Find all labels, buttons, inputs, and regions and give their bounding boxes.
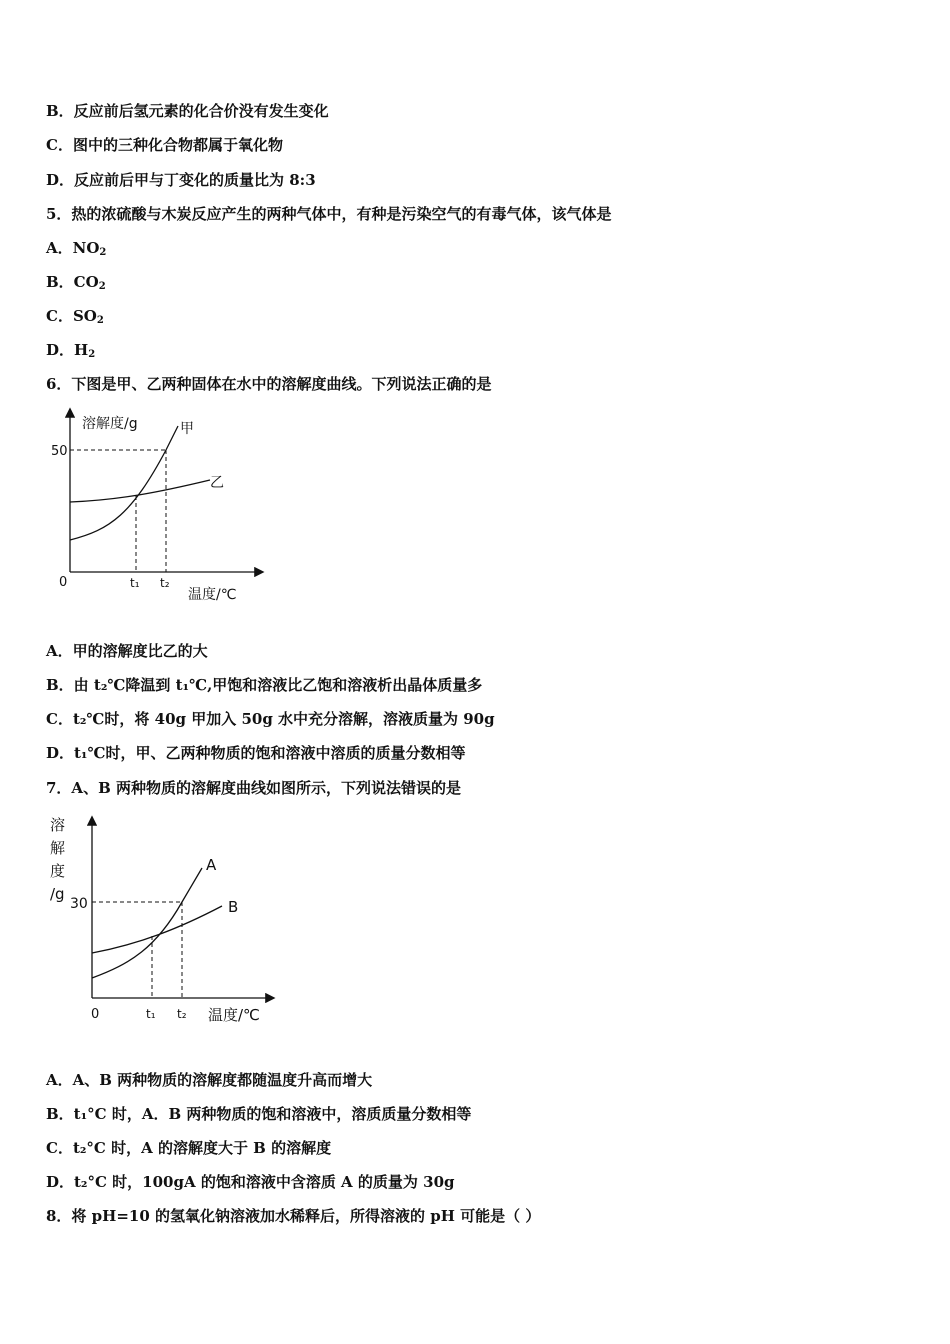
q5-stem: 5．热的浓硫酸与木炭反应产生的两种气体中，有种是污染空气的有毒气体，该气体是 — [46, 205, 612, 223]
q7-ylabel-3: 度 — [50, 862, 66, 880]
q6-curve-yi — [70, 480, 210, 502]
q7-option-a: A．A、B 两种物质的溶解度都随温度升高而增大 — [46, 1071, 373, 1089]
q6-stem: 6．下图是甲、乙两种固体在水中的溶解度曲线。下列说法正确的是 — [46, 375, 492, 393]
q5-option-b-sub: 2 — [98, 281, 106, 292]
q5-option-c-sub: 2 — [96, 315, 104, 326]
q7-t1: t₁ — [146, 1007, 156, 1021]
q6-option-a: A．甲的溶解度比乙的大 — [46, 642, 208, 660]
q4-option-b: B．反应前后氢元素的化合价没有发生变化 — [46, 102, 329, 120]
q5-option-a-sub: 2 — [99, 247, 107, 258]
q5-option-d-label: D．H — [46, 341, 89, 359]
q6-origin: 0 — [59, 575, 68, 590]
q5-option-c — [46, 306, 104, 331]
q7-xlabel: 温度/℃ — [208, 1006, 260, 1024]
q7-ytick-30: 30 — [70, 896, 88, 912]
q7-ylabel-4: /g — [50, 885, 65, 903]
q6-solubility-figure — [40, 404, 270, 614]
q6-ytick-50: 50 — [51, 444, 68, 459]
q7-stem: 7．A、B 两种物质的溶解度曲线如图所示，下列说法错误的是 — [46, 779, 461, 797]
q6-option-b: B．由 t₂℃降温到 t₁℃,甲饱和溶液比乙饱和溶液析出晶体质量多 — [46, 676, 483, 694]
q6-xlabel: 温度/℃ — [188, 587, 237, 603]
q5-option-a-label: A．NO — [46, 239, 100, 257]
q7-ylabel-1: 溶 — [50, 816, 66, 834]
q7-solubility-figure — [40, 808, 280, 1033]
q6-option-c: C．t₂℃时，将 40g 甲加入 50g 水中充分溶解，溶液质量为 90g — [46, 710, 495, 728]
q6-curve-jia — [70, 426, 178, 540]
q5-option-b-label: B．CO — [46, 273, 99, 291]
q7-option-b: B．t₁°C 时，A．B 两种物质的饱和溶液中，溶质质量分数相等 — [46, 1105, 472, 1123]
q7-label-a: A — [206, 856, 217, 874]
q5-option-b — [46, 272, 106, 297]
q6-ylabel: 溶解度/g — [82, 416, 138, 432]
q6-option-d: D．t₁℃时，甲、乙两种物质的饱和溶液中溶质的质量分数相等 — [46, 744, 466, 762]
q6-t1: t₁ — [130, 576, 140, 590]
q6-label-yi: 乙 — [210, 475, 224, 491]
q5-option-d — [46, 340, 95, 365]
q4-option-d: D．反应前后甲与丁变化的质量比为 8:3 — [46, 171, 316, 189]
q7-ylabel-2: 解 — [50, 839, 66, 857]
q7-option-d: D．t₂°C 时，100gA 的饱和溶液中含溶质 A 的质量为 30g — [46, 1173, 455, 1191]
q4-option-c: C．图中的三种化合物都属于氧化物 — [46, 136, 283, 154]
q7-t2: t₂ — [177, 1007, 187, 1021]
q5-option-c-label: C．SO — [46, 307, 97, 325]
q7-origin: 0 — [91, 1007, 100, 1022]
q7-label-b: B — [228, 898, 239, 916]
q8-stem: 8．将 pH=10 的氢氧化钠溶液加水稀释后，所得溶液的 pH 可能是（ ） — [46, 1207, 541, 1225]
q5-option-a — [46, 238, 106, 263]
q5-option-d-sub: 2 — [88, 349, 96, 360]
q7-curve-b — [92, 906, 222, 953]
q6-label-jia: 甲 — [180, 421, 194, 437]
q6-t2: t₂ — [160, 576, 170, 590]
q7-option-c: C．t₂°C 时，A 的溶解度大于 B 的溶解度 — [46, 1139, 332, 1157]
